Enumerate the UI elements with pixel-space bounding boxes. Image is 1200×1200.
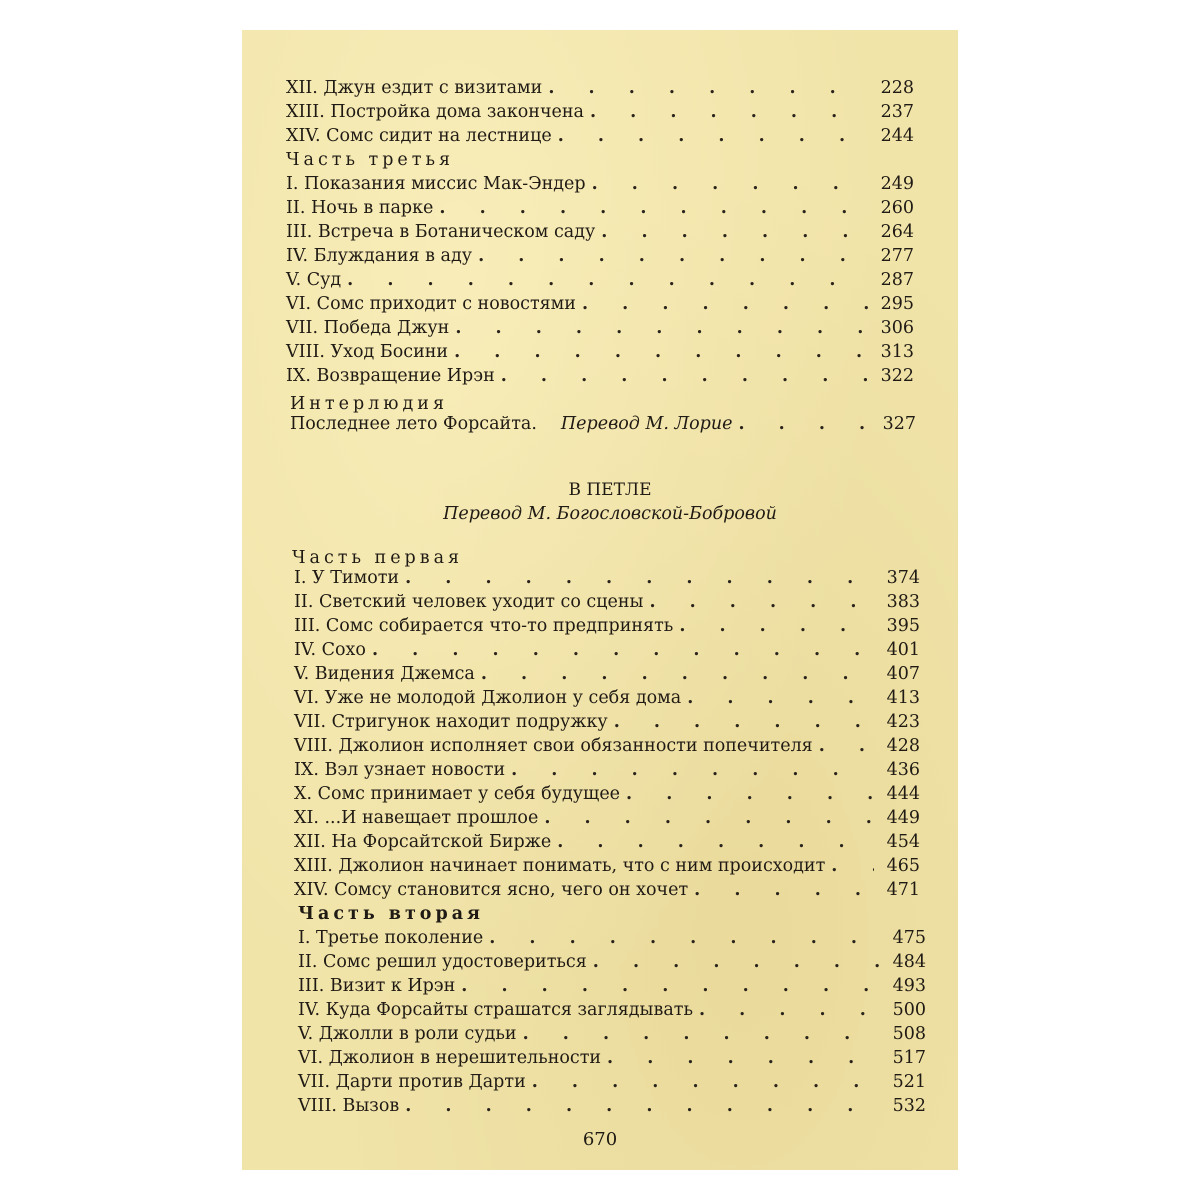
entry-title: III. Визит к Ирэн bbox=[298, 976, 456, 996]
entry-page: 249 bbox=[880, 174, 914, 194]
toc-entry bbox=[286, 76, 914, 100]
entry-title: I. Третье поколение bbox=[298, 928, 484, 948]
toc-entry bbox=[294, 638, 920, 662]
part-heading: Часть вторая bbox=[298, 904, 484, 924]
entry-title: XI. ...И навещает прошлое bbox=[294, 808, 539, 828]
dot-leader bbox=[557, 830, 874, 854]
entry-page: 264 bbox=[880, 222, 914, 242]
entry-title: XIV. Сомсу становится ясно, чего он хочет bbox=[294, 880, 689, 900]
entry-title: VII. Стригунок находит подружку bbox=[294, 712, 608, 732]
entry-page: 475 bbox=[892, 928, 926, 948]
toc-entry bbox=[294, 734, 920, 758]
dot-leader bbox=[511, 758, 874, 782]
toc-entry bbox=[286, 268, 914, 292]
toc-entry bbox=[294, 854, 920, 878]
entry-page: 521 bbox=[892, 1072, 926, 1092]
entry-title: X. Сомс принимает у себя будущее bbox=[294, 784, 621, 804]
toc-entry bbox=[298, 1070, 926, 1094]
toc-entry bbox=[294, 566, 920, 590]
dot-leader bbox=[405, 566, 874, 590]
dot-leader bbox=[699, 998, 880, 1022]
dot-leader bbox=[489, 926, 880, 950]
dot-leader bbox=[593, 950, 880, 974]
entry-page: 313 bbox=[880, 342, 914, 362]
entry-title: IV. Куда Форсайты страшатся заглядывать bbox=[298, 1000, 693, 1020]
entry-title: IV. Блуждания в аду bbox=[286, 246, 473, 266]
entry-page: 493 bbox=[892, 976, 926, 996]
entry-page: 508 bbox=[892, 1024, 926, 1044]
entry-title: II. Ночь в парке bbox=[286, 198, 434, 218]
dot-leader bbox=[687, 686, 874, 710]
section-title: В ПЕТЛЕ bbox=[568, 480, 652, 500]
dot-leader bbox=[582, 292, 868, 316]
entry-page: 228 bbox=[880, 78, 914, 98]
toc-entry bbox=[286, 100, 914, 124]
dot-leader bbox=[592, 172, 868, 196]
entry-title: VIII. Джолион исполняет свои обязанности попечителя bbox=[294, 736, 813, 756]
entry-page: 423 bbox=[886, 712, 920, 732]
interlude-heading: Интерлюдия bbox=[290, 394, 448, 414]
page-number: 670 bbox=[582, 1129, 618, 1150]
toc-entry bbox=[286, 220, 914, 244]
dot-leader bbox=[405, 1094, 880, 1118]
entry-title: IX. Возвращение Ирэн bbox=[286, 366, 495, 386]
entry-title: VII. Дарти против Дарти bbox=[298, 1072, 526, 1092]
entry-page: 401 bbox=[886, 640, 920, 660]
toc-entry bbox=[294, 614, 920, 638]
entry-page: 306 bbox=[880, 318, 914, 338]
dot-leader bbox=[738, 412, 870, 436]
entry-title: V. Джолли в роли судьи bbox=[298, 1024, 517, 1044]
dot-leader bbox=[649, 590, 874, 614]
entry-title: V. Видения Джемса bbox=[294, 664, 475, 684]
entry-title: III. Встреча в Ботаническом саду bbox=[286, 222, 596, 242]
entry-page: 465 bbox=[886, 856, 920, 876]
entry-page: 484 bbox=[892, 952, 926, 972]
dot-leader bbox=[461, 974, 880, 998]
toc-entry bbox=[294, 878, 920, 902]
entry-title: II. Светский человек уходит со сцены bbox=[294, 592, 644, 612]
entry-page: 454 bbox=[886, 832, 920, 852]
entry-title: VI. Уже не молодой Джолион у себя дома bbox=[294, 688, 682, 708]
toc-entry bbox=[290, 412, 916, 436]
toc-entry bbox=[294, 710, 920, 734]
dot-leader bbox=[347, 268, 868, 292]
dot-leader bbox=[532, 1070, 880, 1094]
dot-leader bbox=[694, 878, 874, 902]
entry-page: 517 bbox=[892, 1048, 926, 1068]
entry-title: VII. Победа Джун bbox=[286, 318, 450, 338]
toc-entry bbox=[298, 1046, 926, 1070]
dot-leader bbox=[455, 316, 868, 340]
dot-leader bbox=[614, 710, 874, 734]
entry-title: VIII. Вызов bbox=[298, 1096, 400, 1116]
toc-entry bbox=[286, 172, 914, 196]
entry-page: 407 bbox=[886, 664, 920, 684]
entry-title: IV. Сохо bbox=[294, 640, 366, 660]
entry-title: XIII. Постройка дома закончена bbox=[286, 102, 584, 122]
entry-page: 532 bbox=[892, 1096, 926, 1116]
dot-leader bbox=[501, 364, 868, 388]
entry-title: XII. Джун ездит с визитами bbox=[286, 78, 543, 98]
entry-page: 260 bbox=[880, 198, 914, 218]
toc-entry bbox=[286, 364, 914, 388]
entry-title: XIII. Джолион начинает понимать, что с ним происходит bbox=[294, 856, 826, 876]
entry-title: VI. Сомс приходит с новостями bbox=[286, 294, 576, 314]
entry-page: 383 bbox=[886, 592, 920, 612]
entry-page: 244 bbox=[880, 126, 914, 146]
part-heading: Часть третья bbox=[286, 150, 455, 170]
entry-page: 322 bbox=[880, 366, 914, 386]
dot-leader bbox=[819, 734, 874, 758]
toc-entry bbox=[298, 1094, 926, 1118]
entry-title: I. Показания миссис Мак-Эндер bbox=[286, 174, 586, 194]
toc-entry bbox=[286, 124, 914, 148]
dot-leader bbox=[590, 100, 868, 124]
entry-page: 287 bbox=[880, 270, 914, 290]
toc-entry bbox=[294, 782, 920, 806]
toc-entry bbox=[298, 974, 926, 998]
toc-entry bbox=[298, 1022, 926, 1046]
toc-entry bbox=[294, 662, 920, 686]
dot-leader bbox=[679, 614, 874, 638]
entry-title: XIV. Сомс сидит на лестнице bbox=[286, 126, 552, 146]
dot-leader bbox=[601, 220, 868, 244]
dot-leader bbox=[548, 76, 868, 100]
toc-entry bbox=[294, 758, 920, 782]
entry-title: IX. Вэл узнает новости bbox=[294, 760, 506, 780]
entry-page: 500 bbox=[892, 1000, 926, 1020]
entry-title: VIII. Уход Босини bbox=[286, 342, 449, 362]
entry-title: Последнее лето Форсайта. bbox=[290, 414, 537, 434]
toc-entry bbox=[298, 998, 926, 1022]
dot-leader bbox=[439, 196, 868, 220]
dot-leader bbox=[607, 1046, 880, 1070]
dot-leader bbox=[626, 782, 874, 806]
entry-page: 413 bbox=[886, 688, 920, 708]
toc-entry bbox=[294, 686, 920, 710]
toc-entry bbox=[294, 830, 920, 854]
toc-entry bbox=[286, 244, 914, 268]
entry-page: 436 bbox=[886, 760, 920, 780]
entry-page: 374 bbox=[886, 568, 920, 588]
entry-page: 327 bbox=[882, 414, 916, 434]
entry-page: 449 bbox=[886, 808, 920, 828]
dot-leader bbox=[481, 662, 874, 686]
entry-page: 395 bbox=[886, 616, 920, 636]
entry-title: V. Суд bbox=[286, 270, 342, 290]
entry-page: 295 bbox=[880, 294, 914, 314]
translator-credit: Перевод М. Лорие bbox=[560, 414, 733, 434]
toc-entry bbox=[298, 950, 926, 974]
book-page bbox=[242, 30, 958, 1170]
toc-entry bbox=[294, 590, 920, 614]
dot-leader bbox=[372, 638, 874, 662]
toc-entry bbox=[298, 926, 926, 950]
section-translator: Перевод М. Богословской-Бобровой bbox=[443, 504, 777, 524]
entry-page: 428 bbox=[886, 736, 920, 756]
toc-entry bbox=[286, 340, 914, 364]
entry-title: II. Сомс решил удостовериться bbox=[298, 952, 587, 972]
dot-leader bbox=[831, 854, 874, 878]
toc-entry bbox=[286, 196, 914, 220]
toc-entry bbox=[286, 316, 914, 340]
toc-entry bbox=[294, 806, 920, 830]
dot-leader bbox=[523, 1022, 880, 1046]
dot-leader bbox=[544, 806, 874, 830]
dot-leader bbox=[558, 124, 868, 148]
part-heading: Часть первая bbox=[292, 548, 464, 568]
entry-title: III. Сомс собирается что-то предпринять bbox=[294, 616, 674, 636]
entry-page: 237 bbox=[880, 102, 914, 122]
dot-leader bbox=[478, 244, 868, 268]
entry-title: XII. На Форсайтской Бирже bbox=[294, 832, 552, 852]
toc-entry bbox=[286, 292, 914, 316]
entry-page: 471 bbox=[886, 880, 920, 900]
entry-page: 277 bbox=[880, 246, 914, 266]
dot-leader bbox=[454, 340, 868, 364]
entry-title: I. У Тимоти bbox=[294, 568, 400, 588]
entry-title: VI. Джолион в нерешительности bbox=[298, 1048, 602, 1068]
entry-page: 444 bbox=[886, 784, 920, 804]
